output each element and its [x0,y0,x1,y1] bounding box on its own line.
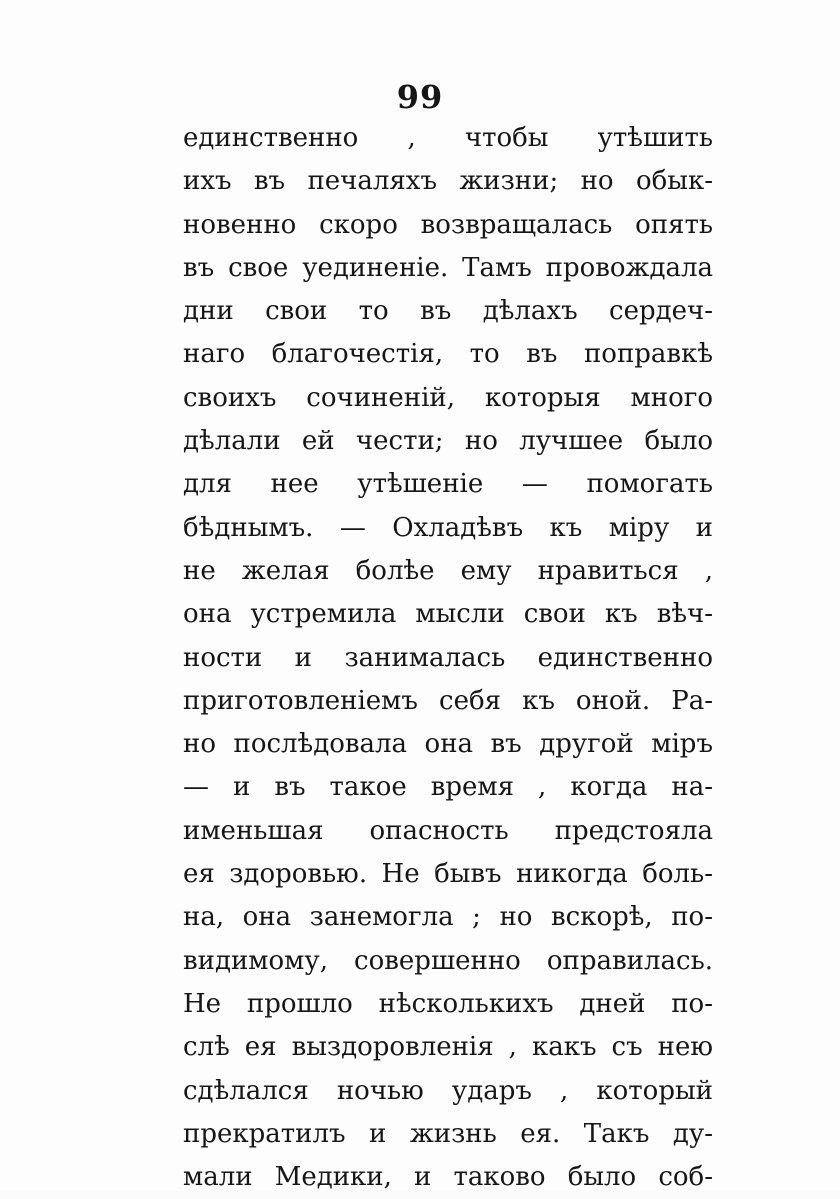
text-line: — и въ такое время , когда на- [183,772,713,803]
text-line: но послѣдовала она въ другой міръ [183,729,713,760]
text-line: дѣлали ей чести; но лучшее было [183,426,713,457]
text-line: ности и занималась единственно [183,642,713,673]
text-line: она устремила мысли свои къ вѣч- [183,599,713,630]
text-line: видимому, совершенно оправилась. [183,945,713,976]
text-line: мали Медики, и таково было соб- [183,1162,713,1193]
text-line: сдѣлался ночью ударъ , который [183,1075,713,1106]
text-line: новенно скоро возвращалась опять [183,209,713,240]
text-line: бѣднымъ. — Охладѣвъ къ міру и [183,512,713,543]
page-number: 99 [396,78,444,116]
text-line: не желая болѣе ему нравиться , [183,555,713,586]
text-line: Не прошло нѣсколькихъ дней по- [183,988,713,1019]
text-line: слѣ ея выздоровленія , какъ съ нею [183,1032,713,1063]
text-line: на, она занемогла ; но вскорѣ, по- [183,902,713,933]
text-line: для нее утѣшеніе — помогать [183,469,713,500]
text-line: своихъ сочиненій, которыя много [183,382,713,413]
text-line: дни свои то въ дѣлахъ сердеч- [183,296,713,327]
text-line: приготовленіемъ себя къ оной. Ра- [183,685,713,716]
text-line: именьшая опасность предстояла [183,815,713,846]
text-line: ея здоровью. Не бывъ никогда боль- [183,859,713,890]
text-line: единственно , чтобы утѣшить [183,123,713,153]
body-text [183,117,713,1199]
text-line: въ свое уединеніе. Тамъ провождала [183,252,713,283]
text-line: прекратилъ и жизнь ея. Такъ ду- [183,1118,713,1149]
text-line: наго благочестія, то въ поправкѣ [183,339,713,370]
text-line: ихъ въ печаляхъ жизни; но обык- [183,166,713,197]
